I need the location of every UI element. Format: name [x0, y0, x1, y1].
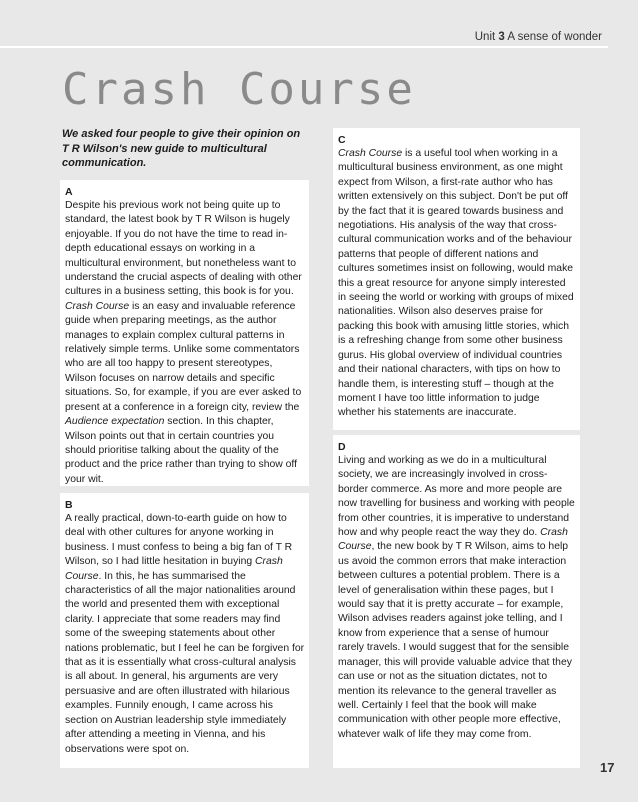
review-box-d	[333, 435, 580, 768]
page-number: 17	[600, 760, 615, 775]
header-rule	[0, 46, 608, 48]
unit-title: A sense of wonder	[507, 31, 602, 43]
unit-header	[475, 31, 602, 43]
book-title-italic: Crash Course	[338, 148, 403, 159]
intro-text: We asked four people to give their opinion on T R Wilson's new guide to multicultural communication.	[62, 128, 301, 169]
book-title-italic: Crash Course	[338, 527, 568, 553]
review-box-c	[333, 128, 580, 430]
book-title-italic: Crash Course	[65, 556, 283, 582]
review-text: Despite his previous work not being quite up to standard, the latest book by T R Wilson is hugely enjoyable. If you do not have the time to read in-depth educational essays on working in a multicultural environment, but nonetheless want to understand the crucial aspects of dealing with other cultures in a business setting, this book is for you. Crash Course is an easy and invaluable reference guide when preparing meetings, as the author manages to explain complex cultural patterns in relatively simple terms. Unlike some commentators who are all too happy to present stereotypes, Wilson focuses on narrow details and specific situations. So, for example, if you are ever asked to present at a conference in a foreign city, review the Audience expectation section. In this chapter, Wilson points out that in certain countries you should prioritise talking about the quality of the product and the price rather than trying to show off your wit.	[65, 200, 302, 485]
page-title: Crash Course	[62, 64, 416, 115]
review-box-b	[60, 493, 309, 768]
unit-prefix: Unit	[474, 31, 496, 43]
review-box-a	[60, 180, 309, 486]
review-letter: A	[65, 186, 73, 198]
unit-number: 3	[498, 31, 505, 43]
review-text: Crash Course is a useful tool when working in a multicultural business environment, as one might expect from Wilson, a first-rate author who has written extensively on this subject. Don't be put off by the fact that it is geared towards business and negotiations. His analysis of the way that cross-cultural communication works and of the behaviour patterns that people of different nations and cultures sometimes insist on following, would make this a great resource for anyone simply interested in seeing the world or working with groups of mixed nationalities. Wilson also deserves praise for packing this book with amusing little stories, which is a refreshing change from some other business gurus. His global overview of individual countries and their national characters, with tips on how to handle them, is interesting stuff – though at the moment I have too little information to judge whether his statements are inaccurate.	[338, 148, 574, 419]
review-text: Living and working as we do in a multicultural society, we are increasingly involved in cross-border commerce. As more and more people are now travelling for business and working with people from other countries, it is imperative to understand how and why people react the way they do. Crash Course, the new book by T R Wilson, aims to help us avoid the common errors that make interaction between cultures a potential problem. There is a level of generalisation within these pages, but I would say that it is pretty accurate – for example, Wilson advises readers against joke telling, and I know from experience that a sense of humour rarely travels. I would suggest that for the sensible manager, this will provide valuable advice that they can use or not as the situation dictates, not to mention its relevance to the general traveller as well. Certainly I feel that the book will make communication with other people more effective, whatever walk of life they may come from.	[338, 455, 575, 740]
review-letter: D	[338, 441, 346, 453]
review-letter: C	[338, 134, 346, 146]
review-letter: B	[65, 499, 73, 511]
review-text: A really practical, down-to-earth guide on how to deal with other cultures for anyone working in business. I must confess to being a big fan of T R Wilson, so I had little hesitation in buying Crash Course. In this, he has summarised the characteristics of all the major nationalities around the world and presented them with exceptional clarity. I appreciate that some readers may find some of the sweeping statements about other nations problematic, but I feel he can be forgiven for that as it is essentially what cross-cultural analysis is all about. In general, his arguments are very persuasive and are often illustrated with hilarious examples. Funnily enough, I came across his section on Austrian leadership style immediately after attending a meeting in Vienna, and his observations were spot on.	[65, 513, 305, 755]
section-title-italic: Audience expectation	[65, 416, 165, 428]
book-title-italic: Crash Course	[65, 300, 130, 312]
